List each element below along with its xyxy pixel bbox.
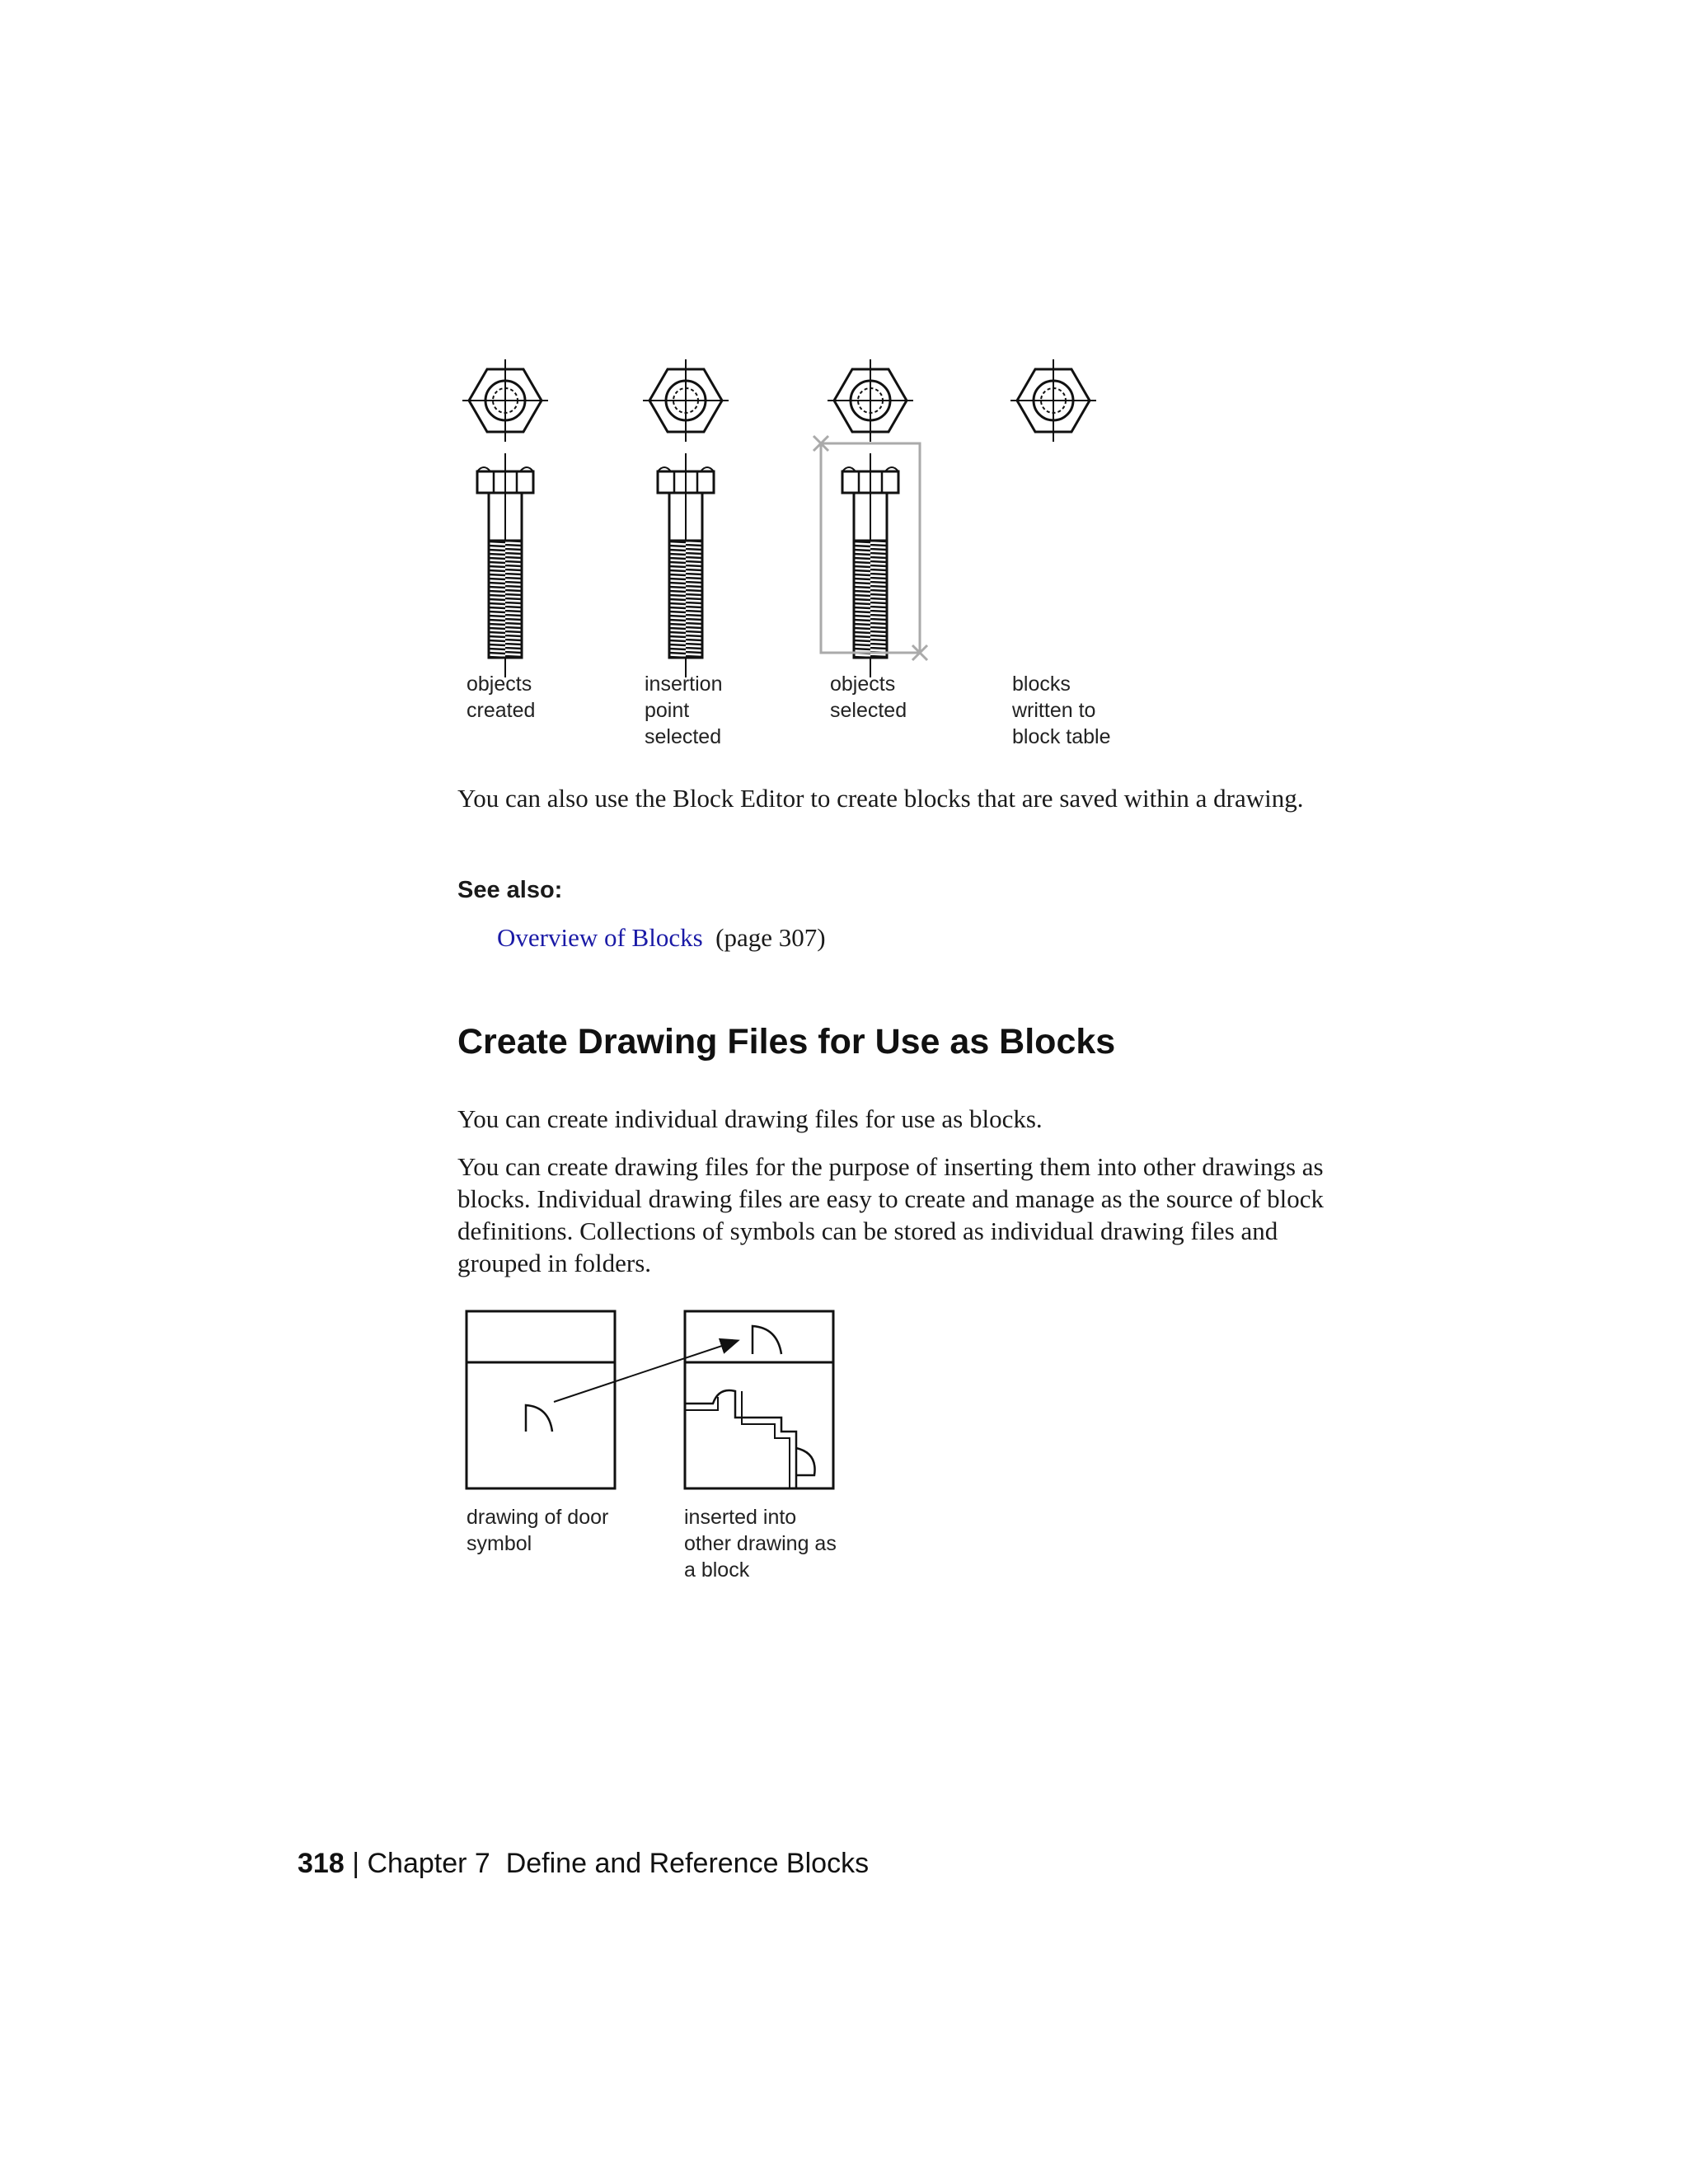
figure-label-insertion-point-selected: insertion point selected: [645, 673, 723, 748]
footer-chapter-title: Define and Reference Blocks: [505, 1848, 870, 1879]
section-heading: Create Drawing Files for Use as Blocks: [457, 1022, 1116, 1062]
section-body: You can create drawing files for the purpose of inserting them into other drawings as blocks. Individual drawing files are easy to create and manage as the source of block definitions. Collections of symbols can be stored as individual drawing files and grouped in folders.: [457, 1152, 1325, 1277]
overview-of-blocks-link[interactable]: Overview of Blocks: [497, 923, 703, 952]
page-reference: (page 307): [715, 923, 826, 952]
see-also-label: See also:: [457, 877, 563, 903]
figure-bolts: [445, 346, 1129, 676]
page-number: 318: [298, 1848, 345, 1879]
paragraph-block-editor: You can also use the Block Editor to create blocks that are saved within a drawing.: [457, 784, 1304, 813]
figure-door-symbol: [462, 1306, 857, 1496]
door-block-illustration: [462, 1306, 857, 1496]
section-intro: You can create individual drawing files for use as blocks.: [457, 1104, 1043, 1133]
see-also-entry: [497, 921, 1404, 954]
figure-label-objects-created: objects created: [467, 673, 536, 722]
bolts-illustration: [445, 346, 1129, 676]
page-footer: [298, 1848, 869, 1880]
figure-label-blocks-written: blocks written to block table: [1012, 673, 1111, 748]
footer-chapter: Chapter 7: [367, 1848, 490, 1879]
figure-label-objects-selected: objects selected: [830, 673, 907, 722]
footer-separator: |: [352, 1848, 360, 1879]
figure-label-door-symbol: drawing of door symbol: [467, 1506, 609, 1555]
figure-label-inserted-block: inserted into other drawing as a block: [684, 1506, 837, 1582]
